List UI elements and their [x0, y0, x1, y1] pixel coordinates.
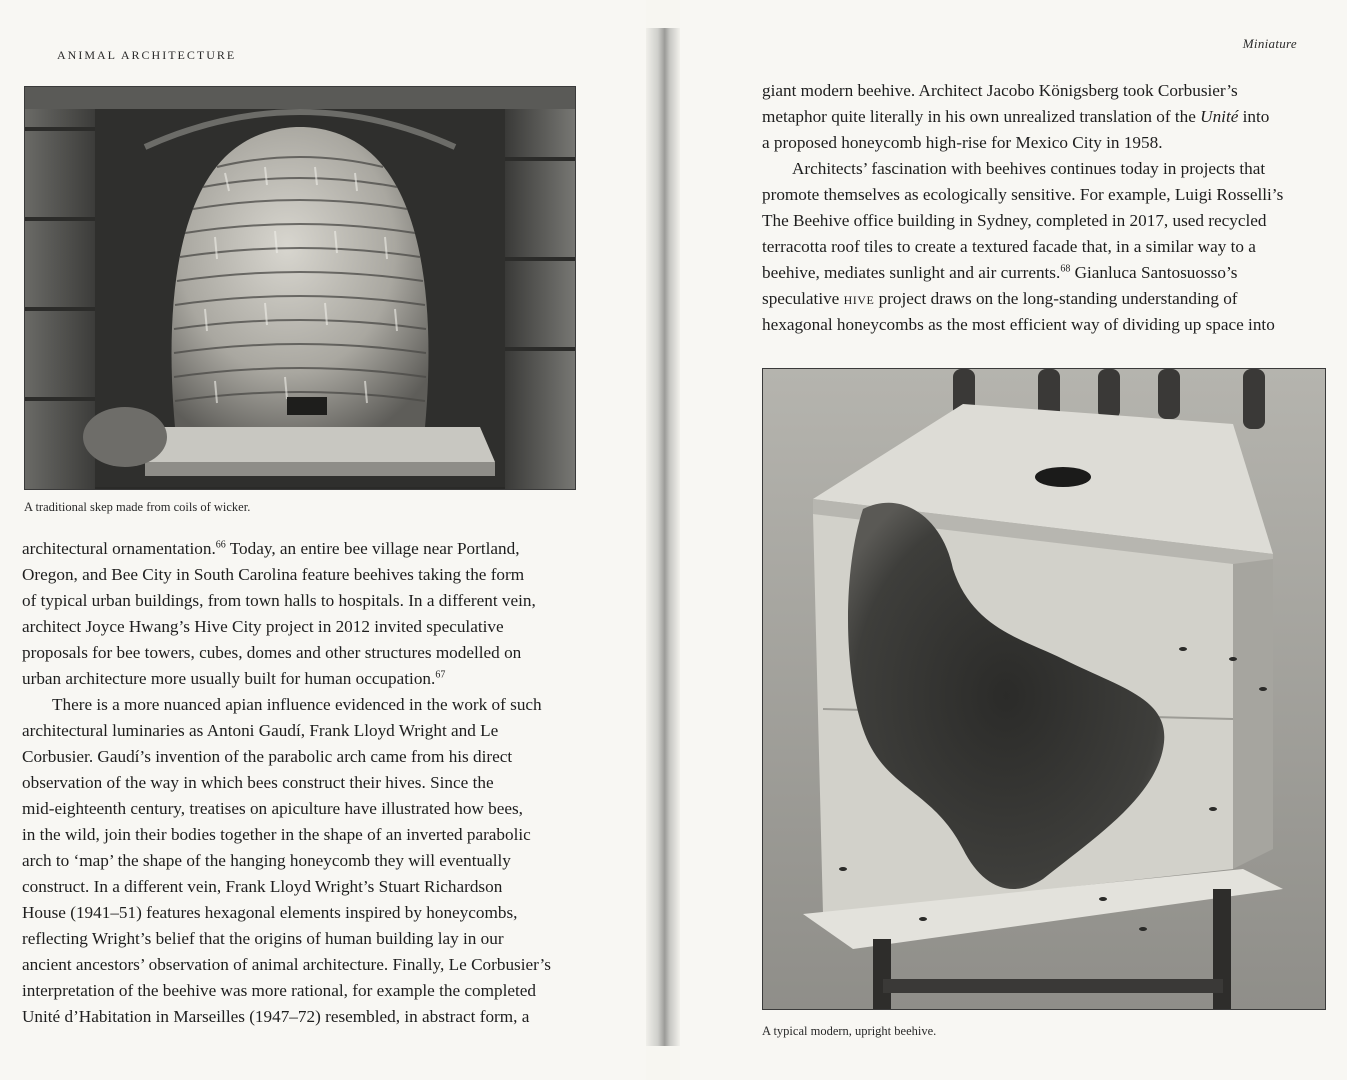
- body-line: arch to ‘map’ the shape of the hanging honeycomb they will eventually: [22, 851, 511, 870]
- body-line: Unité d’Habitation in Marseilles (1947–72) resembled, in abstract form, a: [22, 1007, 530, 1026]
- line-text: Gianluca Santosuosso’s: [1070, 263, 1238, 282]
- body-line: [762, 104, 1327, 130]
- body-line: Architects’ fascination with beehives continues today in projects that: [792, 159, 1266, 178]
- left-body-text: [22, 536, 572, 1030]
- body-line: observation of the way in which bees construct their hives. Since the: [22, 773, 494, 792]
- line-text: urban architecture more usually built for human occupation.: [22, 669, 436, 688]
- body-line: in the wild, join their bodies together in the shape of an inverted parabolic: [22, 825, 531, 844]
- body-line: architectural luminaries as Antoni Gaudí, Frank Lloyd Wright and Le: [22, 721, 499, 740]
- right-running-head: Miniature: [1242, 36, 1297, 51]
- body-line: [22, 536, 572, 562]
- body-line: [762, 286, 1327, 312]
- skep-photo: [24, 86, 576, 490]
- body-line: architect Joyce Hwang’s Hive City project in 2012 invited speculative: [22, 617, 504, 636]
- small-caps-text: hive: [843, 289, 875, 308]
- skep-illustration: [25, 87, 575, 489]
- body-line: House (1941–51) features hexagonal elements inspired by honeycombs,: [22, 903, 518, 922]
- body-line: interpretation of the beehive was more rational, for example the completed: [22, 981, 536, 1000]
- body-line: The Beehive office building in Sydney, completed in 2017, used recycled: [762, 211, 1267, 230]
- line-text: Today, an entire bee village near Portland,: [225, 539, 520, 558]
- line-text: speculative: [762, 289, 844, 308]
- book-gutter: [646, 28, 680, 1046]
- beehive-photo: [762, 368, 1326, 1010]
- line-text: project draws on the long-standing understanding of: [874, 289, 1238, 308]
- body-line: Oregon, and Bee City in South Carolina feature beehives taking the form: [22, 565, 525, 584]
- body-line: promote themselves as ecologically sensitive. For example, Luigi Rosselli’s: [762, 185, 1284, 204]
- left-running-head: ANIMAL ARCHITECTURE: [57, 48, 237, 62]
- body-line: of typical urban buildings, from town halls to hospitals. In a different vein,: [22, 591, 536, 610]
- beehive-caption: A typical modern, upright beehive.: [762, 1024, 937, 1038]
- body-line: mid-eighteenth century, treatises on apiculture have illustrated how bees,: [22, 799, 523, 818]
- body-line: There is a more nuanced apian influence evidenced in the work of such: [52, 695, 542, 714]
- body-line: terracotta roof tiles to create a textured facade that, in a similar way to a: [762, 237, 1256, 256]
- footnote-ref: 68: [1060, 263, 1071, 275]
- beehive-illustration: [763, 369, 1325, 1009]
- body-line: Corbusier. Gaudí’s invention of the parabolic arch came from his direct: [22, 747, 513, 766]
- line-text: into: [1238, 107, 1270, 126]
- body-line: reflecting Wright’s belief that the origins of human building lay in our: [22, 929, 504, 948]
- body-line: [22, 666, 572, 692]
- body-line: construct. In a different vein, Frank Lloyd Wright’s Stuart Richardson: [22, 877, 503, 896]
- body-line: hexagonal honeycombs as the most efficient way of dividing up space into: [762, 315, 1275, 334]
- footnote-ref: 66: [215, 539, 226, 551]
- italic-text: Unité: [1200, 107, 1239, 126]
- right-body-text: [762, 78, 1327, 338]
- body-line: proposals for bee towers, cubes, domes and other structures modelled on: [22, 643, 522, 662]
- body-line: ancient ancestors’ observation of animal architecture. Finally, Le Corbusier’s: [22, 955, 551, 974]
- left-page: [0, 0, 646, 1080]
- body-line: giant modern beehive. Architect Jacobo Königsberg took Corbusier’s: [762, 81, 1238, 100]
- footnote-ref: 67: [435, 669, 446, 681]
- line-text: architectural ornamentation.: [22, 539, 216, 558]
- line-text: metaphor quite literally in his own unrealized translation of the: [762, 107, 1201, 126]
- line-text: beehive, mediates sunlight and air currents.: [762, 263, 1061, 282]
- body-line: [762, 260, 1327, 286]
- skep-caption: A traditional skep made from coils of wicker.: [24, 500, 251, 514]
- body-line: a proposed honeycomb high-rise for Mexico City in 1958.: [762, 133, 1163, 152]
